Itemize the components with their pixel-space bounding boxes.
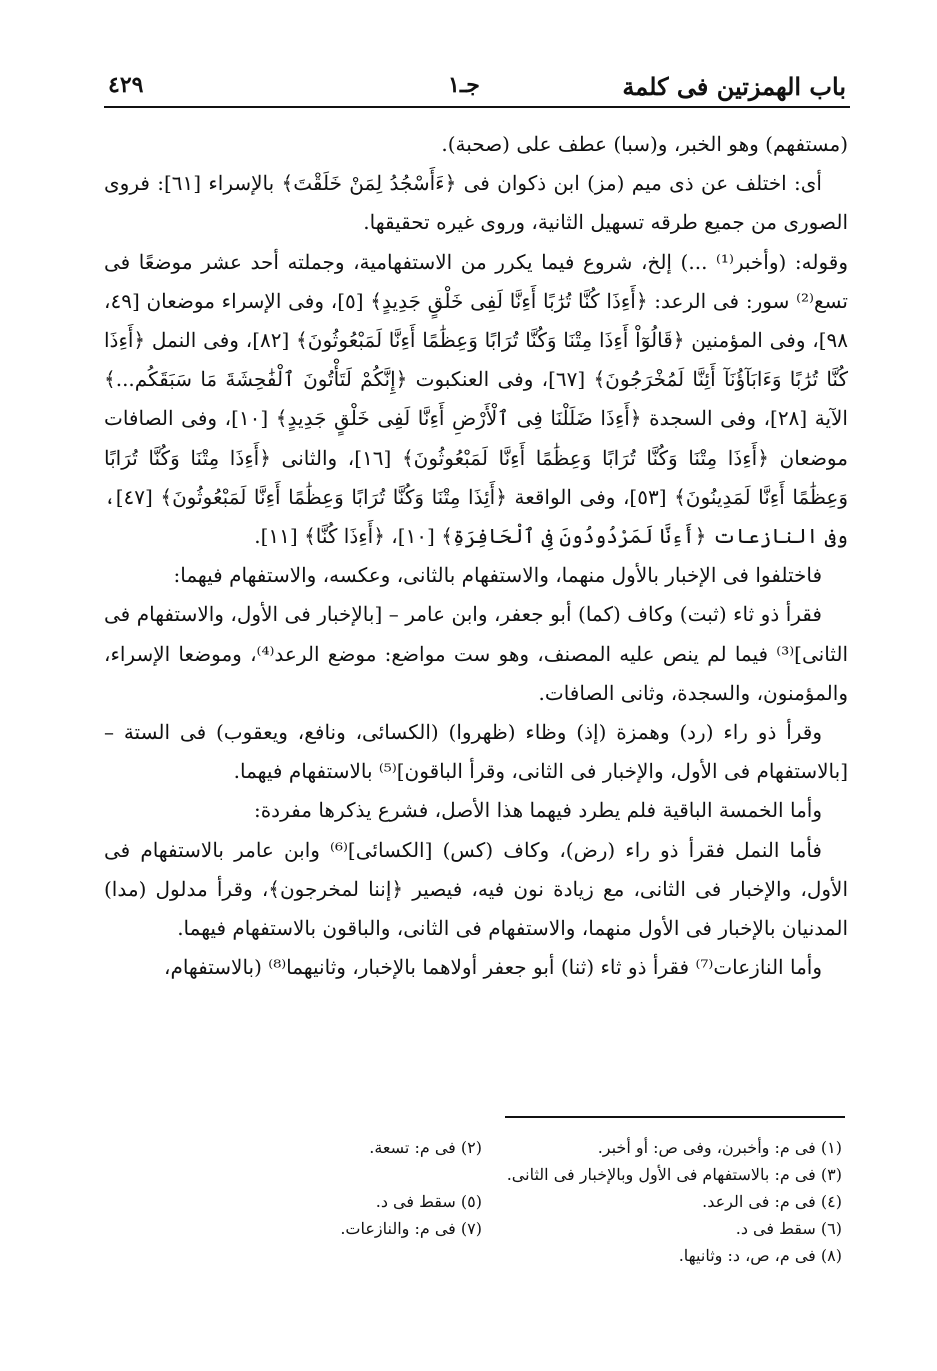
header-rule <box>104 106 850 108</box>
page-header <box>108 68 846 104</box>
footnote-row <box>110 1215 842 1242</box>
footnote-text: فى م: وأخبرن، وفى ص: أو أخبر. <box>597 1138 816 1157</box>
footnote-text: فى م: بالاستفهام فى الأول وبالإخبار فى الثانى. <box>506 1165 816 1184</box>
main-text <box>104 125 848 987</box>
footnote-text: فى م: فى الرعد. <box>702 1192 816 1211</box>
footnote <box>122 1188 482 1215</box>
paragraph: فاختلفوا فى الإخبار بالأول منهما، والاستفهام بالثانى، وعكسه، والاستفهام فيهما: <box>173 563 822 588</box>
footnote-number: (١) <box>820 1138 842 1157</box>
paragraph: فأما النمل فقرأ ذو راء (رض)، وكاف (كس) [الكسائى]⁽⁶⁾ وابن عامر بالاستفهام فى الأول، والإخبار فى الثانى، مع زيادة نون فيه، فيصير ﴿إننا لمخرجون﴾، وقرأ مدلول (مدا) المدنيان بالإخبار فى الأول منهما، والاستفهام فى الثانى، والباقون بالاستفهام فيهما. <box>104 837 848 941</box>
footnote-row <box>110 1161 842 1188</box>
footnote-text: فى م: تسعة. <box>369 1138 456 1157</box>
paragraph: (مستفهم) وهو الخبر، و(سبا) عطف على (صحبة). <box>441 132 848 156</box>
footnote <box>110 1242 842 1269</box>
footnote-number: (٤) <box>820 1192 842 1211</box>
paragraph: وقوله: (وأخبر⁽¹⁾ ...) إلخ، شروع فيما يكرر من الاستفهامية، وجملته أحد عشر موضعًا فى تسع⁽²⁾ سور: فى الرعد: ﴿أَءِذَا كُنَّا تُرَٰبًا أَءِنَّا لَفِى خَلْقٍ جَدِيدٍ﴾ [٥]، وفى الإسراء موضعان [٤٩، ٩٨]، وفى المؤمنين ﴿قَالُوٓاْ أَءِذَا مِتْنَا وَكُنَّا تُرَابًا وَعِظَٰمًا أَءِنَّا لَمَبْعُوثُونَ﴾ [٨٢]، وفى النمل ﴿أَءِذَا كُنَّا تُرَٰبًا وَءَابَآؤُنَآ أَئِنَّا لَمُخْرَجُونَ﴾ [٦٧]، وفى العنكبوت ﴿إِنَّكُمْ لَتَأْتُونَ ٱلْفَٰحِشَةَ مَا سَبَقَكُم...﴾ الآية [٢٨]، وفى السجدة ﴿أَءِذَا ضَلَلْنَا فِى ٱلْأَرْضِ أَءِنَّا لَفِى خَلْقٍ جَدِيدٍ﴾ [١٠]، وفى الصافات موضعان ﴿أَءِذَا مِتْنَا وَكُنَّا تُرَابًا وَعِظَٰمًا أَءِنَّا لَمَبْعُوثُونَ﴾ [١٦]، والثانى ﴿أَءِذَا مِتْنَا وَكُنَّا تُرَابًا وَعِظَٰمًا أَءِنَّا لَمَدِينُونَ﴾ [٥٣]، وفى الواقعة ﴿أَئِذَا مِتْنَا وَكُنَّا تُرَابًا وَعِظَٰمًا أَءِنَّا لَمَبْعُوثُونَ﴾ [٤٧]، وفى النازعات ﴿أَءِنَّا لَمَرْدُودُونَ فِى ٱلْحَافِرَةِ﴾ [١٠]، ﴿أَءِذَا كُنَّا﴾ [١١]. <box>104 249 848 549</box>
footnote-row <box>110 1188 842 1215</box>
footnote-text: فى م: والنازعات. <box>340 1219 456 1238</box>
footnotes <box>110 1134 842 1269</box>
paragraph: أى: اختلف عن ذى ميم (مز) ابن ذكوان فى ﴿ءَأَسْجُدُ لِمَنْ خَلَقْتَ﴾ بالإسراء [٦١]: فروى الصورى من جميع طرقه تسهيل الثانية، وروى غيره تحقيقها. <box>104 171 848 235</box>
volume-label: جـ١ <box>448 72 480 98</box>
paragraph: وأما الخمسة الباقية فلم يطرد فيهما هذا الأصل، فشرع يذكرها مفردة: <box>253 798 822 823</box>
footnote-text: فى م، ص، د: وثانيها. <box>678 1246 816 1265</box>
footnote <box>482 1188 842 1215</box>
footnote <box>110 1161 842 1188</box>
footnote-row <box>110 1242 842 1269</box>
paragraph: وقرأ ذو راء (رد) وهمزة (إذ) وظاء (ظهروا) (الكسائى، ونافع، ويعقوب) فى الستة – [بالاستفهام فى الأول، والإخبار فى الثانى، وقرأ الباقون]⁽⁵⁾ بالاستفهام فيهما. <box>104 720 848 784</box>
footnote <box>482 1215 842 1242</box>
footnote-separator <box>505 1116 845 1118</box>
paragraph: فقرأ ذو ثاء (ثبت) وكاف (كما) أبو جعفر، وابن عامر – [بالإخبار فى الأول، والاستفهام فى الثانى]⁽³⁾ فيما لم ينص عليه المصنف، وهو ست مواضع: موضع الرعد⁽⁴⁾، وموضعا الإسراء، والمؤمنون، والسجدة، وثانى الصافات. <box>104 602 848 705</box>
footnote <box>122 1134 482 1161</box>
footnote-number: (٦) <box>820 1219 842 1238</box>
footnote-text: سقط فى د. <box>375 1192 456 1211</box>
paragraph: وأما النازعات⁽⁷⁾ فقرأ ذو ثاء (ثنا) أبو جعفر أولاهما بالإخبار، وثانيهما⁽⁸⁾ (بالاستفهام، <box>163 955 822 980</box>
footnote-number: (٢) <box>460 1138 482 1157</box>
footnote <box>122 1215 482 1242</box>
chapter-title: باب الهمزتين فى كلمة <box>622 72 846 101</box>
footnote-number: (٥) <box>460 1192 482 1211</box>
footnote-row <box>110 1134 842 1161</box>
footnote-number: (٧) <box>460 1219 482 1238</box>
footnote-text: سقط فى د. <box>735 1219 816 1238</box>
page-number: ٤٢٩ <box>108 72 144 98</box>
footnote-number: (٨) <box>820 1246 842 1265</box>
footnote-number: (٣) <box>820 1165 842 1184</box>
footnote <box>482 1134 842 1161</box>
